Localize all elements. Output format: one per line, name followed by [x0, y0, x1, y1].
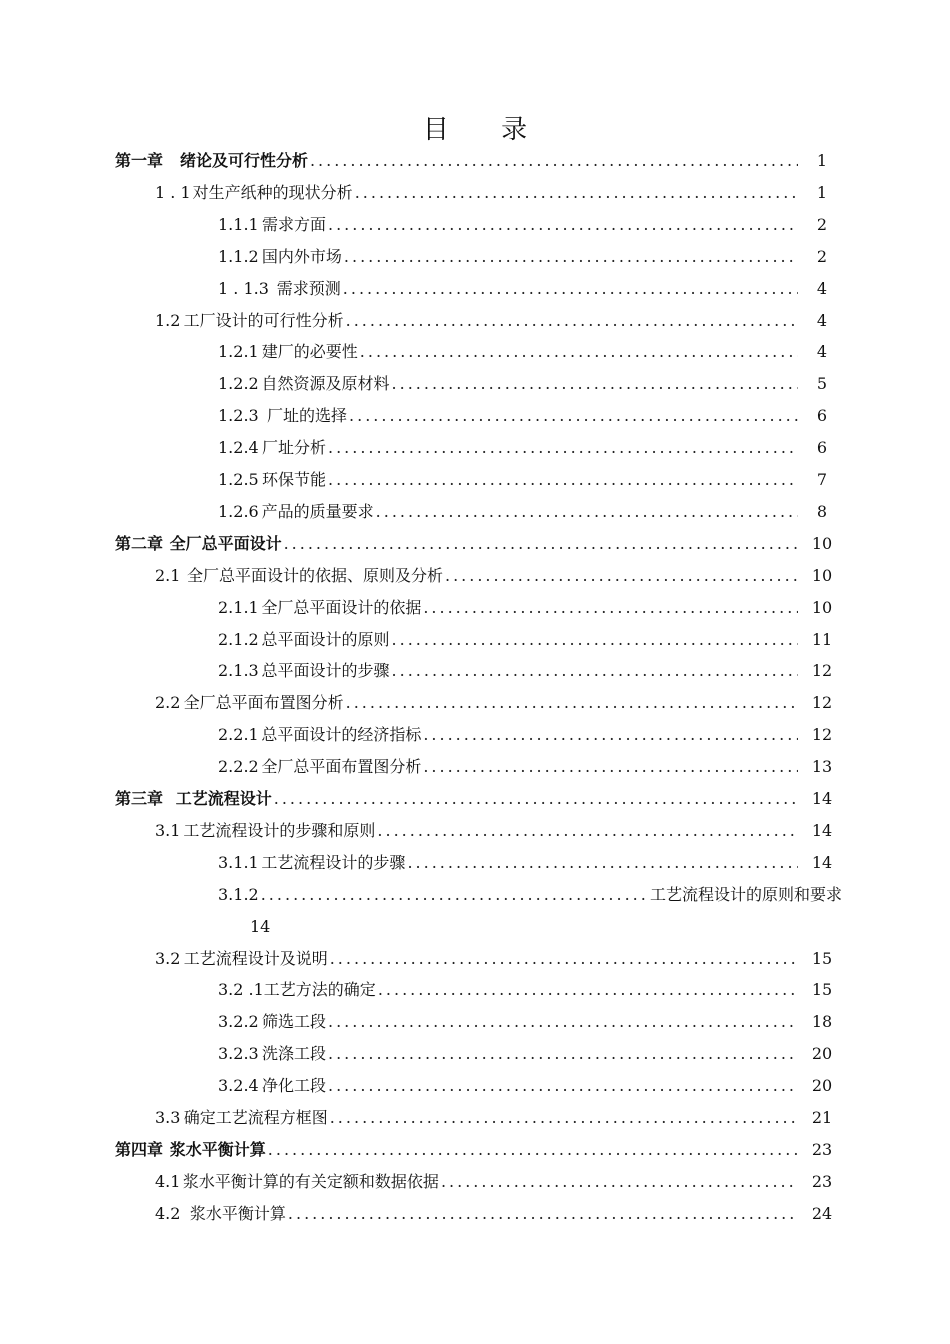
- toc-entry-title: 产品的质量要求: [261, 501, 374, 521]
- toc-entry-number: 3.1: [155, 820, 181, 840]
- toc-leader-dots: [346, 305, 798, 337]
- toc-entry-title: 工艺流程设计的步骤: [261, 852, 406, 872]
- toc-entry-number: 1.2.2: [218, 374, 259, 394]
- toc-entry-page: 13: [811, 757, 833, 777]
- toc-leader-dots: [310, 145, 798, 177]
- toc-entry[interactable]: [218, 400, 842, 432]
- toc-entry[interactable]: [218, 209, 842, 241]
- toc-entry-number: 3.2.4: [218, 1076, 259, 1096]
- toc-entry-title: 全厂总平面布置图分析: [183, 693, 344, 713]
- toc-leader-dots: [445, 560, 798, 592]
- toc-entry-title: 筛选工段: [261, 1012, 326, 1032]
- toc-entry-number: 1.2.1: [218, 342, 259, 362]
- toc-entry-page: 7: [816, 470, 828, 489]
- toc-entry-number: 1.1.1: [218, 214, 259, 234]
- toc-entry-number: 第二章: [115, 533, 164, 553]
- toc-leader-dots: [376, 496, 798, 528]
- toc-entry[interactable]: [155, 1166, 842, 1198]
- toc-entry-title: 总平面设计的原则: [261, 629, 390, 649]
- toc-leader-dots: [328, 1070, 798, 1102]
- toc-entry-page: 12: [811, 725, 833, 745]
- toc-entry[interactable]: [155, 943, 842, 975]
- toc-leader-dots: [330, 943, 798, 975]
- toc-entry-page: 12: [811, 661, 833, 681]
- toc-entry-title: 全厂总平面布置图分析: [261, 757, 422, 777]
- toc-entry-title: 浆水平衡计算的有关定额和数据依据: [182, 1171, 439, 1191]
- toc-entry-number: 第四章: [115, 1139, 164, 1159]
- toc-entry-title: 环保节能: [261, 470, 326, 489]
- toc-entry[interactable]: [218, 879, 848, 911]
- toc-entry-number: 2.2.2: [218, 757, 259, 777]
- toc-entry-page: 6: [816, 406, 828, 426]
- toc-entry-title: 工艺流程设计的原则和要求: [649, 884, 842, 904]
- toc-leader-dots: [328, 432, 798, 464]
- toc-leader-dots: [423, 751, 798, 783]
- toc-leader-dots: [274, 783, 798, 815]
- toc-entry-page: 15: [811, 948, 833, 968]
- toc-entry-page: 14: [811, 852, 833, 872]
- page-title: 目 录: [422, 115, 550, 145]
- toc-entry-page: 6: [816, 438, 828, 458]
- toc-entry-title: 对生产纸种的现状分析: [192, 182, 353, 202]
- toc-entry[interactable]: [218, 241, 842, 273]
- toc-entry-title: 浆水平衡计算: [169, 1139, 266, 1159]
- toc-entry[interactable]: [155, 305, 842, 337]
- toc-leader-dots: [355, 177, 798, 209]
- toc-entry-number: 3.2.2: [218, 1012, 259, 1032]
- toc-entry-number: 3.3: [155, 1108, 181, 1127]
- toc-entry-page: 1: [816, 151, 828, 170]
- toc-entry-number: 3.1.2: [218, 884, 259, 904]
- toc-entry-page: 18: [811, 1012, 833, 1032]
- toc-entry[interactable]: [115, 783, 842, 815]
- toc-entry[interactable]: [155, 1198, 842, 1230]
- toc-entry-page: 23: [811, 1139, 833, 1159]
- toc-entry-title: 厂址的选择: [267, 406, 348, 426]
- toc-entry-page: 10: [811, 565, 833, 585]
- toc-entry-title: 绪论及可行性分析: [179, 151, 308, 170]
- toc-entry-page: 23: [811, 1171, 833, 1191]
- toc-leader-dots: [344, 241, 798, 273]
- toc-entry-page: 21: [811, 1108, 833, 1127]
- toc-entry[interactable]: [115, 1134, 842, 1166]
- toc-entry-number: 1.2.4: [218, 438, 259, 458]
- toc-entry-number: 2.1.2: [218, 629, 259, 649]
- toc-leader-dots: [346, 687, 798, 719]
- toc-entry-title: 全厂总平面设计: [169, 533, 282, 553]
- toc-entry-page: 4: [816, 310, 828, 330]
- toc-leader-dots: [392, 368, 798, 400]
- toc-entry[interactable]: [155, 560, 842, 592]
- toc-entry-number: 1.2.3: [218, 406, 259, 426]
- toc-entry-title: 工艺流程设计的步骤和原则: [183, 820, 376, 840]
- toc-entry-page: 12: [811, 693, 833, 713]
- toc-entry-page: 10: [811, 597, 833, 617]
- toc-leader-dots: [328, 1038, 798, 1070]
- toc-entry-page: 2: [816, 246, 828, 266]
- toc-entry-number: 第一章: [115, 151, 164, 170]
- toc-leader-dots: [407, 847, 798, 879]
- toc-entry[interactable]: [218, 1006, 842, 1038]
- toc-leader-dots: [349, 400, 798, 432]
- toc-entry-number: 第三章: [115, 789, 164, 808]
- toc-leader-dots: [343, 273, 798, 305]
- toc-entry-number: 3.2.3: [218, 1044, 259, 1064]
- toc-leader-dots: [288, 1198, 798, 1230]
- toc-leader-dots: [328, 209, 798, 241]
- toc-entry-title: 自然资源及原材料: [261, 374, 390, 394]
- toc-entry-title: 厂址分析: [261, 438, 326, 458]
- toc-entry[interactable]: [155, 815, 842, 847]
- toc-entry-number: 1.2.6: [218, 501, 259, 521]
- toc-entry[interactable]: [155, 687, 842, 719]
- toc-entry-title: 总平面设计的经济指标: [261, 725, 422, 745]
- toc-leader-dots: [392, 624, 798, 656]
- toc-entry[interactable]: [218, 464, 842, 496]
- toc-entry[interactable]: [218, 432, 842, 464]
- toc-entry-title: 洗涤工段: [261, 1044, 326, 1064]
- toc-entry[interactable]: [218, 1070, 842, 1102]
- toc-entry-number: 2.2.1: [218, 725, 259, 745]
- toc-entry-page: 11: [811, 629, 833, 649]
- toc-leader-dots: [261, 879, 646, 911]
- toc-leader-dots: [441, 1166, 798, 1198]
- toc-entry-page: 14: [811, 789, 833, 808]
- toc-entry-title: 工艺流程设计: [175, 789, 272, 808]
- toc-leader-dots: [268, 1134, 798, 1166]
- toc-entry[interactable]: [218, 624, 842, 656]
- toc-entry[interactable]: [218, 273, 842, 305]
- toc-entry[interactable]: [218, 655, 842, 687]
- toc-entry-title: 国内外市场: [261, 246, 342, 266]
- toc-entry-number: 1.2.5: [218, 470, 259, 489]
- toc-entry-number: 3.1.1: [218, 852, 259, 872]
- toc-leader-dots: [423, 592, 798, 624]
- toc-leader-dots: [423, 719, 798, 751]
- toc-entry[interactable]: [218, 1038, 842, 1070]
- toc-entry-number: 3.2 .1: [218, 980, 264, 1000]
- toc-entry-title: 需求预测: [276, 278, 341, 298]
- toc-entry-number: 4.2: [155, 1203, 181, 1223]
- toc-leader-dots: [377, 815, 798, 847]
- toc-leader-dots: [328, 1006, 798, 1038]
- toc-entry[interactable]: [115, 145, 842, 177]
- toc-entry-title: 需求方面: [261, 214, 326, 234]
- toc-entry[interactable]: [218, 719, 842, 751]
- toc-entry[interactable]: [218, 336, 842, 368]
- toc-entry-title: 全厂总平面设计的依据: [261, 597, 422, 617]
- toc-entry[interactable]: [218, 592, 842, 624]
- toc-entry-number: 2.2: [155, 693, 181, 713]
- toc-entry-number: 4.1: [155, 1171, 181, 1191]
- toc-entry[interactable]: [218, 496, 842, 528]
- toc-entry-title: 浆水平衡计算: [189, 1203, 286, 1223]
- toc-entry-page: 14: [811, 820, 833, 840]
- toc-leader-dots: [284, 528, 798, 560]
- toc-entry-page: 1: [816, 182, 828, 202]
- toc-entry[interactable]: [115, 528, 842, 560]
- toc-entry-title: 确定工艺流程方框图: [183, 1108, 328, 1127]
- toc-entry-page: 15: [811, 980, 833, 1000]
- toc-leader-dots: [330, 1102, 798, 1134]
- toc-entry-page: 14: [250, 916, 271, 936]
- toc-leader-dots: [392, 655, 798, 687]
- toc-entry[interactable]: [218, 974, 842, 1006]
- toc-entry-number: 2.1: [155, 565, 181, 585]
- toc-entry-page: 4: [816, 278, 828, 298]
- toc-leader-dots: [328, 464, 798, 496]
- toc-entry-page: 20: [811, 1076, 833, 1096]
- toc-entry-page: 5: [816, 374, 828, 394]
- toc-entry-title: 总平面设计的步骤: [261, 661, 390, 681]
- toc-entry-page: 24: [811, 1203, 833, 1223]
- toc-entry-page: 20: [811, 1044, 833, 1064]
- toc-leader-dots: [378, 974, 798, 1006]
- toc-entry-number: 2.1.3: [218, 661, 259, 681]
- toc-entry-title: 工艺流程设计及说明: [183, 948, 328, 968]
- toc-entry-title: 工艺方法的确定: [263, 980, 376, 1000]
- toc-entry-number: 2.1.1: [218, 597, 259, 617]
- toc-entry-page: 2: [816, 214, 828, 234]
- toc-entry-title: 工厂设计的可行性分析: [183, 310, 344, 330]
- toc-entry-title: 建厂的必要性: [261, 342, 358, 362]
- toc-entry[interactable]: [218, 368, 842, 400]
- toc-entry-number: 1.2: [155, 310, 181, 330]
- toc-leader-dots: [360, 336, 798, 368]
- toc-entry-number: 1 . 1.3: [218, 278, 269, 298]
- toc-entry[interactable]: [218, 751, 842, 783]
- toc-entry-number: 3.2: [155, 948, 181, 968]
- toc-entry-number: 1.1.2: [218, 246, 259, 266]
- toc-entry[interactable]: [218, 847, 842, 879]
- toc-entry-page: 4: [816, 342, 828, 362]
- toc-entry-page: 8: [816, 501, 828, 521]
- toc-entry[interactable]: [155, 177, 842, 209]
- toc-entry-page: 10: [811, 533, 833, 553]
- toc-entry[interactable]: [155, 1102, 842, 1134]
- toc-entry-number: 1 . 1: [155, 182, 191, 202]
- toc-entry-title: 净化工段: [261, 1076, 326, 1096]
- toc-entry-title: 全厂总平面设计的依据、原则及分析: [186, 565, 443, 585]
